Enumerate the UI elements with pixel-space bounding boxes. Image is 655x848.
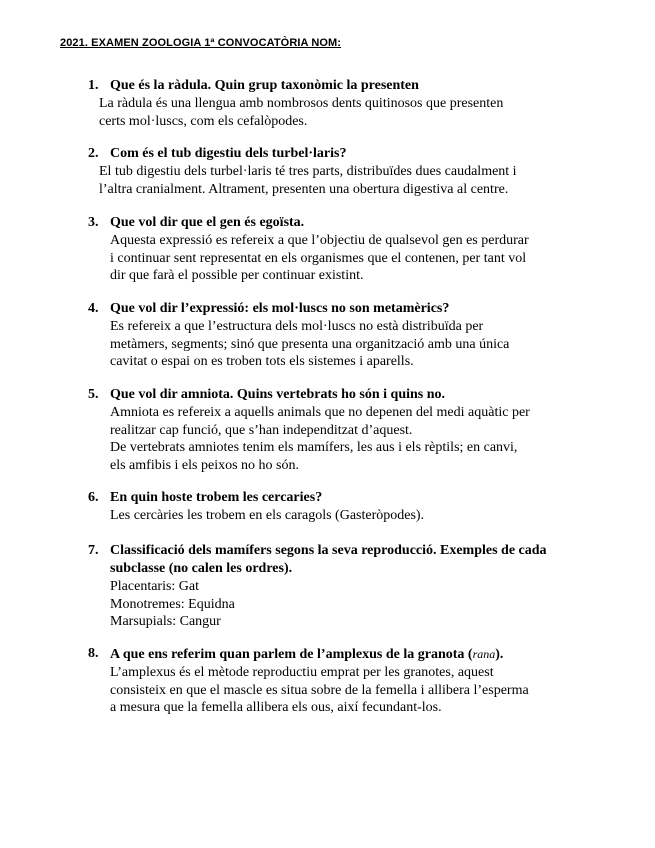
answer-line: Es refereix a que l’estructura dels mol·luscs no està distribuïda per bbox=[110, 319, 484, 334]
question-number: 5. bbox=[88, 387, 99, 402]
answer-line: els amfibis i els peixos no ho són. bbox=[110, 457, 299, 473]
question-block bbox=[88, 542, 558, 631]
answer-line: a mesura que la femella allibera els ous, així fecundant-los. bbox=[110, 700, 442, 715]
answer-line: metàmers, segments; sinó que presenta una organització amb una única bbox=[110, 336, 510, 352]
question-number: 6. bbox=[88, 490, 99, 505]
question-number: 1. bbox=[88, 78, 99, 93]
answer-text bbox=[88, 318, 568, 371]
question-title: Classificació dels mamífers segons la seva reproducció. Exemples de cada subclasse (no calen les ordres). bbox=[110, 543, 547, 576]
question-title: Que vol dir amniota. Quins vertebrats ho són i quins no. bbox=[110, 387, 446, 402]
answer-text bbox=[88, 163, 568, 198]
answer-line: Monotremes: Equidna bbox=[110, 596, 235, 612]
question-title: Com és el tub digestiu dels turbel·laris? bbox=[110, 146, 347, 161]
question-title-italic: rana bbox=[472, 647, 496, 661]
question-heading bbox=[88, 386, 568, 404]
question-heading bbox=[88, 300, 568, 318]
answer-line: consisteix en que el mascle es situa sobre de la femella i allibera l’esperma bbox=[110, 682, 529, 698]
question-number: 7. bbox=[88, 543, 99, 558]
question-block bbox=[88, 300, 568, 371]
question-title: En quin hoste trobem les cercaries? bbox=[110, 490, 323, 505]
question-number: 8. bbox=[88, 646, 99, 661]
answer-text bbox=[88, 95, 568, 130]
answer-line: realitzar cap funció, que s’han independitzat d’aquest. bbox=[110, 422, 413, 438]
answer-line: Placentaris: Gat bbox=[110, 579, 200, 594]
question-number: 4. bbox=[88, 301, 99, 316]
question-number: 3. bbox=[88, 215, 99, 230]
question-block bbox=[88, 386, 568, 474]
question-heading bbox=[88, 542, 558, 578]
question-block bbox=[88, 77, 568, 130]
answer-text bbox=[88, 232, 568, 285]
answer-line: cavitat o espai on es troben tots els sistemes i aparells. bbox=[110, 354, 414, 369]
answer-line: certs mol·luscs, com els cefalòpodes. bbox=[99, 113, 308, 129]
answer-line: Les cercàries les trobem en els caragols (Gasteròpodes). bbox=[110, 508, 425, 523]
question-heading bbox=[88, 489, 568, 507]
question-title-end: ). bbox=[495, 647, 504, 662]
answer-line: Aquesta expressió es refereix a que l’objectiu de qualsevol gen es perdurar bbox=[110, 233, 529, 248]
answer-text bbox=[88, 404, 568, 474]
question-heading bbox=[88, 145, 568, 163]
exam-header: 2021. EXAMEN ZOOLOGIA 1ª CONVOCATÒRIA NOM: bbox=[60, 37, 342, 49]
question-block bbox=[88, 489, 568, 525]
question-title-start: A que ens referim quan parlem de l’amplexus de la granota ( bbox=[110, 647, 473, 662]
question-block bbox=[88, 214, 568, 285]
answer-line: Marsupials: Cangur bbox=[110, 614, 221, 629]
question-title: Que és la ràdula. Quin grup taxonòmic la presenten bbox=[110, 78, 419, 93]
answer-text bbox=[88, 578, 558, 631]
answer-text bbox=[88, 507, 568, 525]
question-number: 2. bbox=[88, 146, 99, 161]
answer-line: L’amplexus és el mètode reproductiu emprat per les granotes, aquest bbox=[110, 665, 494, 680]
answer-line: Amniota es refereix a aquells animals que no depenen del medi aquàtic per bbox=[110, 405, 530, 420]
answer-line: i continuar sent representat en els organismes que el contenen, per tant vol bbox=[110, 250, 527, 266]
question-title: Que vol dir que el gen és egoïsta. bbox=[110, 215, 305, 230]
answer-line: dir que farà el possible per continuar existint. bbox=[110, 268, 364, 283]
question-heading bbox=[88, 77, 568, 95]
question-block bbox=[88, 145, 568, 198]
question-heading bbox=[88, 214, 568, 232]
answer-line: l’altra cranialment. Altrament, presenten una obertura digestiva al centre. bbox=[99, 181, 509, 197]
answer-line: El tub digestiu dels turbel·laris té tres parts, distribuïdes dues caudalment i bbox=[99, 164, 517, 179]
answer-text bbox=[88, 664, 568, 717]
answer-line: La ràdula és una llengua amb nombrosos dents quitinosos que presenten bbox=[99, 96, 504, 111]
question-title: Que vol dir l’expressió: els mol·luscs no son metamèrics? bbox=[110, 301, 450, 316]
question-heading bbox=[88, 645, 568, 664]
question-block bbox=[88, 645, 568, 717]
answer-line: De vertebrats amniotes tenim els mamífers, les aus i els rèptils; en canvi, bbox=[110, 440, 518, 455]
question-title bbox=[110, 645, 568, 664]
